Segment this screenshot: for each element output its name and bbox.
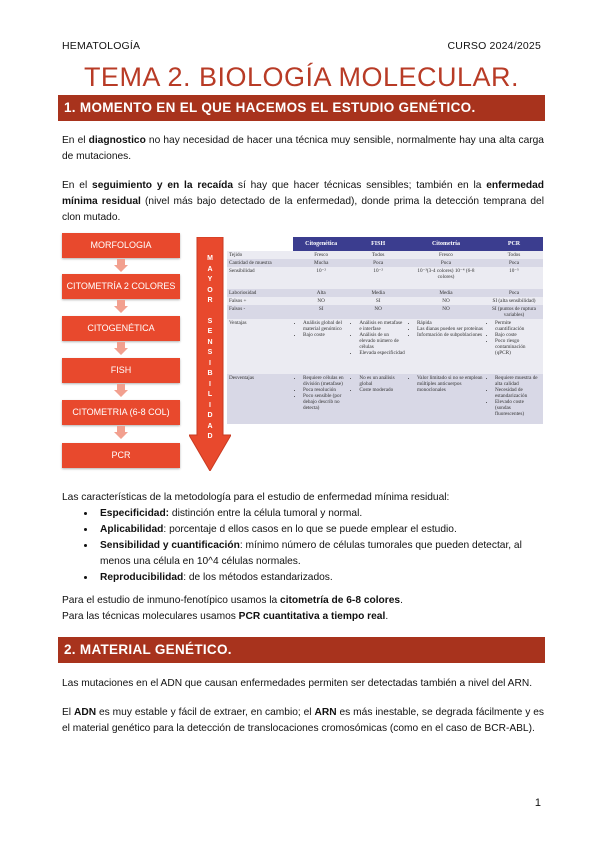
page-title: TEMA 2. BIOLOGÍA MOLECULAR.	[83, 62, 520, 92]
line-inmunofenotipo: Para el estudio de inmuno-fenotípico usamos la citometría de 6-8 colores.	[62, 595, 403, 606]
flow-arrow-icon	[114, 342, 128, 355]
section-heading-1: 1. MOMENTO EN EL QUE HACEMOS EL ESTUDIO GENÉTICO.	[58, 95, 545, 121]
flow-step-fish: FISH	[62, 358, 180, 383]
line-tecnicas-moleculares: Para las técnicas moleculares usamos PCR cuantitativa a tiempo real.	[62, 611, 389, 622]
table-row: Falsos + NO SI NO SI (alta sensibilidad)	[227, 297, 543, 305]
flow-step-pcr: PCR	[62, 443, 180, 468]
list-item: • Reproducibilidad: de los métodos estandarizados.	[96, 570, 544, 586]
table-row: Cantidad de muestra Mucha Poca Poca Poca	[227, 259, 543, 267]
table-row-desventajas: Desventajas • Requiere células en división (metafase) • Poca resolución • Poco sensible (por debajo describ no detecta) • No es un análisis global • Coste moderado • Valor limitado si no se emplean múltiples anticuerpos monoclonales • Requiere muestra de alta calidad • Necesidad de estandarización • Elevado coste (sondas fluorescentes)	[227, 374, 543, 424]
flow-arrow-icon	[114, 259, 128, 272]
sensitivity-arrow-label: M A Y O R S E N S I B I L I D A D	[207, 255, 213, 440]
list-item: • Especificidad: distinción entre la célula tumoral y normal.	[96, 506, 544, 522]
flow-arrow-icon	[114, 384, 128, 397]
page-number: 1	[534, 797, 541, 809]
list-item: • Aplicabilidad: porcentaje d ellos casos en lo que se puede emplear el estudio.	[96, 522, 544, 538]
table-header-row: Citogenética FISH Citometría PCR	[227, 237, 543, 251]
table-row: Falsos - SI NO NO SI (puntos de ruptura variables)	[227, 305, 543, 319]
characteristics-intro: Las características de la metodología para el estudio de enfermedad mínima residual:	[62, 492, 450, 503]
techniques-comparison-table	[227, 237, 543, 424]
flow-arrow-icon	[114, 426, 128, 439]
flow-step-citometria-6-8: CITOMETRIA (6-8 COL)	[62, 400, 180, 425]
paragraph-diagnostico: En el diagnostico no hay necesidad de hacer una técnica muy sensible, normalmente hay una alta carga de mutaciones.	[62, 135, 544, 162]
paragraph-adn-arn: El ADN es muy estable y fácil de extraer, en cambio; el ARN es más inestable, se degrada fácilmente y es el material genético para la detección de translocaciones cromosómicas (como en el caso de BCR-ABL).	[62, 707, 544, 734]
paragraph-seguimiento: En el seguimiento y en la recaída sí hay que hacer técnicas sensibles; también en la enfermedad mínima residual (nivel más bajo detectado de la enfermedad), donde prima la detección temprana del clon mutado.	[62, 180, 544, 223]
flow-step-citogenetica: CITOGENÉTICA	[62, 316, 180, 341]
list-item: • Sensibilidad y cuantificación: mínimo número de células tumorales que pueden detectar, al menos una célula en 10^4 células normales.	[96, 538, 544, 570]
table-row: Tejido Fresco Todos Fresco Todos	[227, 251, 543, 259]
table-row: Laboriosidad Alta Media Media Poca	[227, 289, 543, 297]
header-course-year: CURSO 2024/2025	[447, 40, 541, 52]
table-row-ventajas: Ventajas • Análisis global del material genómico • Bajo coste • Análisis en metafase e interfase • Análisis de un elevado número de células • Elevada especificidad • Rápida • Las dianas pueden ser proteínas • Información de subpoblaciones • Permite cuantificación • Bajo coste • Poco riesgo contaminación (qPCR)	[227, 319, 543, 374]
header-course-name: HEMATOLOGÍA	[62, 40, 141, 52]
flow-step-morfologia: MORFOLOGIA	[62, 233, 180, 258]
table-row: Sensibilidad 10⁻² 10⁻² 10⁻³(3-4 colores) 10⁻⁴ (6-8 colores) 10⁻⁵	[227, 267, 543, 289]
section-heading-2: 2. MATERIAL GENÉTICO.	[58, 637, 545, 663]
paragraph-mutaciones: Las mutaciones en el ADN que causan enfermedades permiten ser detectadas también a nivel del ARN.	[62, 678, 533, 689]
flow-arrow-icon	[114, 300, 128, 313]
flow-step-citometria-2: CITOMETRÍA 2 COLORES	[62, 274, 180, 299]
characteristics-list	[62, 506, 544, 586]
